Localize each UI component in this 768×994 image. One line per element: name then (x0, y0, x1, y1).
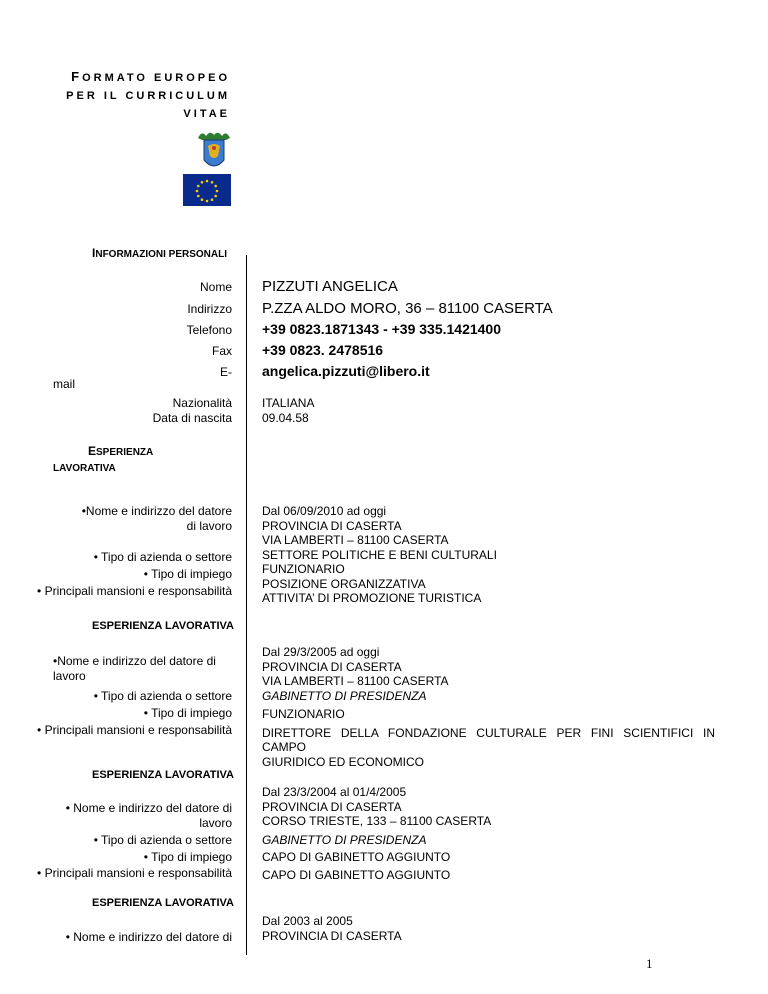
label-nome: Nome (199, 280, 232, 294)
province-crest-logo (196, 130, 232, 174)
experience-4-details (262, 914, 402, 943)
cv-title-line1: FORMATO EUROPEO (71, 69, 230, 84)
experience-3-job: CAPO DI GABINETTO AGGIUNTO (262, 850, 451, 864)
experience-1-label-employer: •Nome e indirizzo del datore di lavoro (81, 504, 232, 533)
experience-1-duties: ATTIVITA’ DI PROMOZIONE TURISTICA (262, 591, 482, 605)
label-email-part1: E- (220, 365, 232, 379)
experience-3-heading: ESPERIENZA LAVORATIVA (92, 769, 234, 781)
experience-2-job: FUNZIONARIO (262, 707, 345, 721)
experience-2-duties-line1: DIRETTORE DELLA FONDAZIONE CULTURALE PER FINI SCIENTIFICI IN CAMPO (262, 725, 715, 754)
experience-3-dates: Dal 23/3/2004 al 01/4/2005 (262, 785, 407, 799)
experience-2-label-employer: •Nome e indirizzo del datore di lavoro (53, 654, 216, 683)
eu-flag-logo (183, 174, 231, 206)
label-nazionalita: Nazionalità (172, 396, 232, 410)
experience-2-dates: Dal 29/3/2005 ad oggi (262, 645, 380, 659)
experience-3-sector: GABINETTO DI PRESIDENZA (262, 832, 427, 847)
label-indirizzo: Indirizzo (187, 302, 232, 316)
section-personal-info-heading: INFORMAZIONI PERSONALI (92, 246, 228, 260)
cv-title-line2: PER IL CURRICULUM (66, 90, 230, 102)
experience-2-employer: PROVINCIA DI CASERTA (262, 659, 402, 674)
column-divider (246, 255, 247, 955)
experience-1-sector: SETTORE POLITICHE E BENI CULTURALI (262, 547, 497, 562)
experience-3-label-job: • Tipo di impiego (143, 850, 232, 864)
experience-2-duties-line2: GIURIDICO ED ECONOMICO (262, 754, 425, 769)
experience-2-label-job: • Tipo di impiego (143, 706, 232, 720)
experience-2-sector: GABINETTO DI PRESIDENZA (262, 688, 427, 703)
experience-2-address: VIA LAMBERTI – 81100 CASERTA (262, 674, 449, 688)
label-telefono: Telefono (186, 323, 232, 337)
experience-3-details (262, 785, 491, 882)
value-telefono: +39 0823.1871343 - +39 335.1421400 (262, 321, 502, 337)
experience-1-position: POSIZIONE ORGANIZZATIVA (262, 576, 426, 591)
value-nome: PIZZUTI ANGELICA (262, 278, 398, 295)
experience-3-label-duties: • Principali mansioni e responsabilità (37, 866, 232, 880)
experience-2-heading: ESPERIENZA LAVORATIVA (92, 620, 234, 632)
value-data-nascita: 09.04.58 (262, 411, 309, 425)
experience-4-employer: PROVINCIA DI CASERTA (262, 928, 402, 943)
value-fax: +39 0823. 2478516 (262, 342, 384, 358)
cv-title (60, 68, 230, 123)
experience-3-label-sector: • Tipo di azienda o settore (93, 833, 232, 847)
cv-title-line3: VITAE (183, 108, 230, 120)
label-fax: Fax (211, 344, 232, 358)
value-indirizzo: P.ZZA ALDO MORO, 36 – 81100 CASERTA (262, 300, 553, 317)
experience-1-address: VIA LAMBERTI – 81100 CASERTA (262, 533, 449, 547)
experience-2-label-sector: • Tipo di azienda o settore (93, 689, 232, 703)
experience-4-label-employer: • Nome e indirizzo del datore di (65, 930, 232, 944)
label-data-nascita: Data di nascita (152, 411, 232, 425)
experience-3-duties: CAPO DI GABINETTO AGGIUNTO (262, 867, 451, 882)
experience-1-label-duties: • Principali mansioni e responsabilità (37, 584, 232, 598)
experience-1-details (262, 504, 497, 606)
experience-1-job: FUNZIONARIO (262, 562, 345, 576)
label-email-part2: mail (53, 377, 76, 391)
experience-2-label-duties: • Principali mansioni e responsabilità (37, 723, 232, 737)
experience-4-dates: Dal 2003 al 2005 (262, 914, 353, 928)
experience-3-employer: PROVINCIA DI CASERTA (262, 799, 402, 814)
experience-3-label-employer: • Nome e indirizzo del datore di lavoro (65, 801, 232, 830)
experience-3-address: CORSO TRIESTE, 133 – 81100 CASERTA (262, 814, 492, 828)
experience-1-employer: PROVINCIA DI CASERTA (262, 518, 402, 533)
experience-1-label-job: • Tipo di impiego (143, 567, 232, 581)
experience-1-heading-line2: LAVORATIVA (53, 463, 116, 474)
value-nazionalita: ITALIANA (262, 396, 315, 410)
experience-1-dates: Dal 06/09/2010 ad oggi (262, 504, 387, 518)
experience-4-heading: ESPERIENZA LAVORATIVA (92, 897, 234, 909)
experience-1-label-sector: • Tipo di azienda o settore (93, 550, 232, 564)
experience-2-details (262, 645, 715, 769)
value-email: angelica.pizzuti@libero.it (262, 363, 430, 379)
page-number: 1 (646, 956, 653, 971)
experience-1-heading: ESPERIENZA (88, 444, 154, 458)
